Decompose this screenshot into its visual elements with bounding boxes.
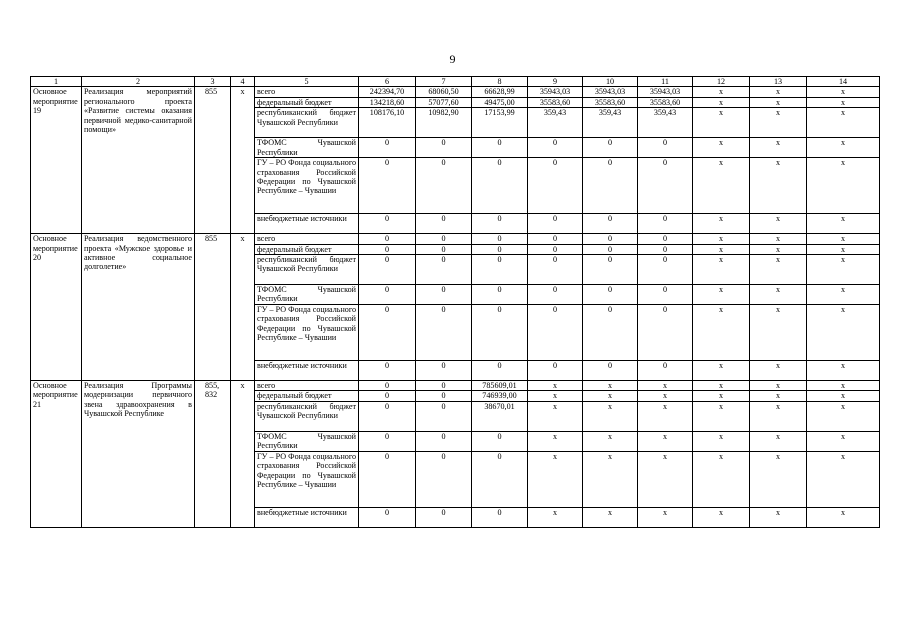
value-cell: х [750,507,807,527]
header-cell: 3 [195,77,231,87]
header-cell: 8 [472,77,528,87]
table-row [31,234,880,244]
header-cell: 4 [231,77,255,87]
value-cell: 0 [472,138,528,158]
value-cell: 785609,01 [472,381,528,391]
activity-name-cell: Реализация ведомственного проекта «Мужское здоровье и активное социальное долголетие» [82,234,195,381]
value-cell: 0 [359,361,416,381]
value-cell: 0 [359,234,416,244]
value-cell: 0 [638,305,693,361]
value-cell: 0 [416,255,472,285]
value-cell: х [528,391,583,401]
value-cell: х [693,285,750,305]
value-cell: х [528,401,583,431]
value-cell: х [638,391,693,401]
header-cell: 5 [255,77,359,87]
value-cell: 57077,60 [416,97,472,107]
value-cell: 0 [359,507,416,527]
value-cell: 0 [472,305,528,361]
source-cell: республиканский бюджет Чувашской Республики [255,401,359,431]
value-cell: х [807,97,880,107]
value-cell: 0 [583,361,638,381]
header-cell: 9 [528,77,583,87]
value-cell: х [807,451,880,507]
value-cell: 0 [638,214,693,234]
value-cell: 0 [528,214,583,234]
value-cell: 0 [528,158,583,214]
value-cell: 0 [583,285,638,305]
source-cell: федеральный бюджет [255,244,359,254]
value-cell: х [750,255,807,285]
mark-cell: х [231,87,255,234]
value-cell: 0 [359,391,416,401]
value-cell: х [528,451,583,507]
value-cell: х [807,391,880,401]
value-cell: 0 [359,305,416,361]
value-cell: 0 [359,285,416,305]
value-cell: 108176,10 [359,108,416,138]
value-cell: х [807,108,880,138]
value-cell: 0 [638,244,693,254]
value-cell: 35583,60 [528,97,583,107]
mark-cell: х [231,234,255,381]
source-cell: ТФОМС Чувашской Республики [255,431,359,451]
value-cell: х [693,97,750,107]
value-cell: 0 [472,431,528,451]
value-cell: 0 [472,361,528,381]
source-cell: федеральный бюджет [255,391,359,401]
value-cell: х [638,401,693,431]
header-cell: 2 [82,77,195,87]
value-cell: х [693,401,750,431]
value-cell: х [750,285,807,305]
value-cell: 0 [416,381,472,391]
value-cell: 0 [416,305,472,361]
value-cell: х [807,431,880,451]
value-cell: х [583,381,638,391]
page-number: 9 [449,52,456,66]
code-cell: 855, 832 [195,381,231,528]
value-cell: 359,43 [638,108,693,138]
table-row [31,87,880,97]
source-cell: ГУ – РО Фонда социального страхования Российской Федерации по Чувашской Республике – Чувашии [255,158,359,214]
header-cell: 12 [693,77,750,87]
value-cell: х [750,381,807,391]
value-cell: х [693,507,750,527]
value-cell: 35943,03 [528,87,583,97]
value-cell: 0 [416,214,472,234]
value-cell: х [693,381,750,391]
value-cell: 0 [472,214,528,234]
value-cell: х [693,451,750,507]
value-cell: 0 [528,244,583,254]
value-cell: х [583,401,638,431]
activity-cell: Основное мероприятие 20 [31,234,82,381]
value-cell: 0 [359,451,416,507]
value-cell: х [638,381,693,391]
value-cell: 0 [472,451,528,507]
value-cell: х [807,381,880,391]
code-cell: 855 [195,234,231,381]
source-cell: ТФОМС Чувашской Республики [255,138,359,158]
source-cell: федеральный бюджет [255,97,359,107]
value-cell: х [693,255,750,285]
value-cell: 0 [359,255,416,285]
header-cell: 11 [638,77,693,87]
value-cell: х [807,234,880,244]
value-cell: 35943,03 [638,87,693,97]
value-cell: х [807,87,880,97]
header-cell: 7 [416,77,472,87]
value-cell: 0 [416,361,472,381]
activity-name-cell: Реализация мероприятий регионального проекта «Развитие системы оказания первичной медико-санитарной помощи» [82,87,195,234]
source-cell: внебюджетные источники [255,214,359,234]
value-cell: 0 [583,214,638,234]
value-cell: 0 [416,431,472,451]
value-cell: 0 [528,234,583,244]
value-cell: 0 [416,285,472,305]
value-cell: х [807,255,880,285]
value-cell: 134218,60 [359,97,416,107]
value-cell: х [638,431,693,451]
header-cell: 13 [750,77,807,87]
value-cell: х [693,87,750,97]
value-cell: 35583,60 [638,97,693,107]
value-cell: 0 [416,138,472,158]
value-cell: х [693,244,750,254]
source-cell: внебюджетные источники [255,361,359,381]
table-row [31,381,880,391]
value-cell: 0 [638,138,693,158]
header-cell: 1 [31,77,82,87]
value-cell: х [750,401,807,431]
value-cell: 0 [359,401,416,431]
value-cell: х [583,507,638,527]
source-cell: республиканский бюджет Чувашской Республики [255,108,359,138]
value-cell: х [693,361,750,381]
value-cell: 10982,90 [416,108,472,138]
source-cell: всего [255,381,359,391]
activity-cell: Основное мероприятие 19 [31,87,82,234]
code-cell: 855 [195,87,231,234]
value-cell: х [750,138,807,158]
source-cell: внебюджетные источники [255,507,359,527]
value-cell: 0 [528,138,583,158]
value-cell: 0 [359,244,416,254]
value-cell: 49475,00 [472,97,528,107]
value-cell: 0 [638,255,693,285]
value-cell: х [750,361,807,381]
value-cell: 0 [583,244,638,254]
value-cell: х [807,214,880,234]
source-cell: всего [255,87,359,97]
value-cell: 0 [583,138,638,158]
value-cell: х [807,244,880,254]
value-cell: х [528,381,583,391]
value-cell: х [693,214,750,234]
source-cell: ГУ – РО Фонда социального страхования Российской Федерации по Чувашской Республике – Чувашии [255,305,359,361]
header-cell: 14 [807,77,880,87]
value-cell: х [807,507,880,527]
value-cell: х [750,97,807,107]
value-cell: х [750,451,807,507]
value-cell: 0 [416,391,472,401]
value-cell: 17153,99 [472,108,528,138]
value-cell: 0 [416,158,472,214]
value-cell: х [750,214,807,234]
value-cell: 0 [583,158,638,214]
value-cell: х [693,158,750,214]
value-cell: 38670,01 [472,401,528,431]
funding-table [30,76,880,528]
source-cell: республиканский бюджет Чувашской Республики [255,255,359,285]
value-cell: х [750,431,807,451]
value-cell: 0 [638,361,693,381]
source-cell: ГУ – РО Фонда социального страхования Российской Федерации по Чувашской Республике – Чувашии [255,451,359,507]
value-cell: 0 [528,255,583,285]
activity-cell: Основное мероприятие 21 [31,381,82,528]
value-cell: х [693,391,750,401]
value-cell: 0 [472,158,528,214]
value-cell: 746939,00 [472,391,528,401]
value-cell: 0 [583,234,638,244]
value-cell: 0 [638,158,693,214]
source-cell: всего [255,234,359,244]
value-cell: 242394,70 [359,87,416,97]
value-cell: х [693,234,750,244]
value-cell: 0 [583,255,638,285]
value-cell: 0 [359,138,416,158]
activity-name-cell: Реализация Программы модернизации первичного звена здравоохранения в Чувашской Республике [82,381,195,528]
value-cell: 359,43 [528,108,583,138]
value-cell: х [693,431,750,451]
value-cell: 0 [528,305,583,361]
value-cell: 0 [638,285,693,305]
value-cell: х [583,391,638,401]
header-cell: 10 [583,77,638,87]
value-cell: 0 [472,285,528,305]
value-cell: 0 [416,451,472,507]
value-cell: х [807,305,880,361]
value-cell: 0 [359,214,416,234]
value-cell: 0 [416,401,472,431]
value-cell: х [750,305,807,361]
value-cell: х [638,451,693,507]
value-cell: х [750,158,807,214]
value-cell: 66628,99 [472,87,528,97]
value-cell: 0 [416,244,472,254]
value-cell: 0 [472,244,528,254]
value-cell: х [693,305,750,361]
value-cell: х [583,451,638,507]
value-cell: х [807,285,880,305]
value-cell: 0 [472,507,528,527]
value-cell: х [750,391,807,401]
value-cell: х [807,361,880,381]
value-cell: 0 [359,431,416,451]
value-cell: 68060,50 [416,87,472,97]
value-cell: х [528,507,583,527]
value-cell: х [638,507,693,527]
value-cell: х [528,431,583,451]
value-cell: х [583,431,638,451]
value-cell: х [750,234,807,244]
value-cell: 0 [416,507,472,527]
value-cell: х [807,158,880,214]
value-cell: 35943,03 [583,87,638,97]
value-cell: х [750,244,807,254]
value-cell: 0 [528,361,583,381]
mark-cell: х [231,381,255,528]
value-cell: 0 [583,305,638,361]
value-cell: 0 [528,285,583,305]
value-cell: х [693,108,750,138]
value-cell: х [750,108,807,138]
value-cell: 0 [416,234,472,244]
value-cell: 35583,60 [583,97,638,107]
value-cell: х [750,87,807,97]
value-cell: х [693,138,750,158]
value-cell: 0 [359,381,416,391]
value-cell: 359,43 [583,108,638,138]
value-cell: 0 [359,158,416,214]
value-cell: 0 [472,255,528,285]
value-cell: 0 [472,234,528,244]
value-cell: х [807,401,880,431]
source-cell: ТФОМС Чувашской Республики [255,285,359,305]
value-cell: х [807,138,880,158]
header-cell: 6 [359,77,416,87]
header-row [31,77,880,87]
value-cell: 0 [638,234,693,244]
